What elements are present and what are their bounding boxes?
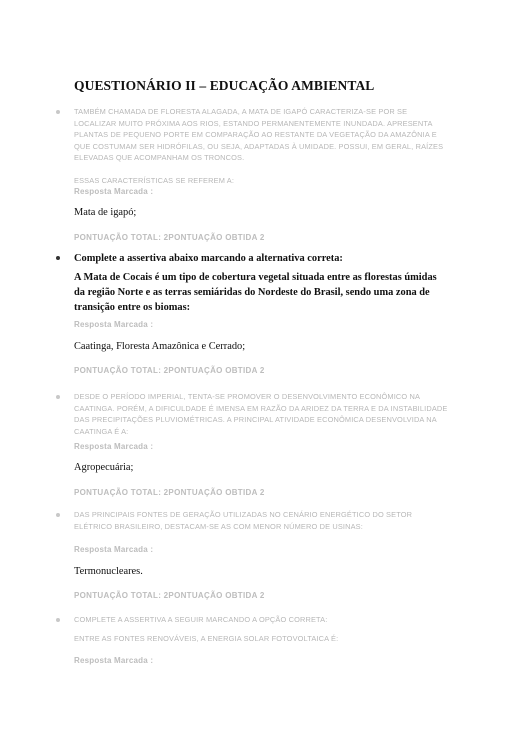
answer-text: Mata de igapó; — [74, 207, 137, 218]
question-subtext: ENTRE AS FONTES RENOVÁVEIS, A ENERGIA SOLAR FOTOVOLTAICA É: — [74, 633, 339, 643]
score-text: PONTUAÇÃO TOTAL: 2PONTUAÇÃO OBTIDA 2 — [74, 488, 265, 497]
question-subtext: A Mata de Cocais é um tipo de cobertura vegetal situada entre as florestas úmidas da região Norte e as terras semiáridas do Nordeste do Brasil, sendo uma zona de transição entre os biomas: — [74, 272, 437, 313]
answer-text: Agropecuária; — [74, 462, 134, 473]
bullet-icon — [56, 110, 60, 114]
bullet-icon — [56, 513, 60, 517]
bullet-icon — [56, 618, 60, 622]
question-text: TAMBÉM CHAMADA DE FLORESTA ALAGADA, A MATA DE IGAPÓ CARACTERIZA-SE POR SE LOCALIZAR MUITO PRÓXIMA AOS RIOS, ESTANDO PERMANENTEMENTE INUNDADA. APRESENTA PLANTAS DE PEQUENO PORTE EM COMPARAÇÃO AO RESTANTE DA VEGETAÇÃO DA AMAZÔNIA E QUE COSTUMAM SER HIDRÓFILAS, OU SEJA, ADAPTADAS À UMIDADE. POSSUI, EM GERAL, RAÍZES ELEVADAS QUE ACOMPANHAM OS TRONCOS. — [74, 107, 444, 163]
score-text: PONTUAÇÃO TOTAL: 2PONTUAÇÃO OBTIDA 2 — [74, 233, 265, 242]
score-text: PONTUAÇÃO TOTAL: 2PONTUAÇÃO OBTIDA 2 — [74, 591, 265, 600]
score-text: PONTUAÇÃO TOTAL: 2PONTUAÇÃO OBTIDA 2 — [74, 366, 265, 375]
response-label: Resposta Marcada : — [74, 442, 154, 451]
response-label: Resposta Marcada : — [74, 656, 154, 665]
bullet-icon — [56, 256, 60, 260]
question-text: COMPLETE A ASSERTIVA A SEGUIR MARCANDO A OPÇÃO CORRETA: — [74, 615, 328, 624]
question-subtext: ESSAS CARACTERÍSTICAS SE REFEREM A: — [74, 175, 235, 185]
question-text: DAS PRINCIPAIS FONTES DE GERAÇÃO UTILIZADAS NO CENÁRIO ENERGÉTICO DO SETOR ELÉTRICO BRASILEIRO, DESTACAM-SE AS COM MENOR NÚMERO DE USINAS: — [74, 510, 413, 531]
response-label: Resposta Marcada : — [74, 545, 154, 554]
question-text: Complete a assertiva abaixo marcando a alternativa correta: — [74, 253, 343, 264]
answer-text: Caatinga, Floresta Amazônica e Cerrado; — [74, 341, 246, 352]
page-title: QUESTIONÁRIO II – EDUCAÇÃO AMBIENTAL — [74, 78, 375, 93]
response-label: Resposta Marcada : — [74, 187, 154, 196]
response-label: Resposta Marcada : — [74, 320, 154, 329]
bullet-icon — [56, 395, 60, 399]
answer-text: Termonucleares. — [74, 566, 143, 577]
question-text: DESDE O PERÍODO IMPERIAL, TENTA-SE PROMOVER O DESENVOLVIMENTO ECONÔMICO NA CAATINGA. PORÉM, A DIFICULDADE É IMENSA EM RAZÃO DA ARIDEZ DA TERRA E DA INSTABILIDADE DAS PRECIPITAÇÕES PLUVIOMÉTRICAS. A PRINCIPAL ATIVIDADE ECONÔMICA DESENVOLVIDA NA CAATINGA É A: — [74, 392, 448, 436]
